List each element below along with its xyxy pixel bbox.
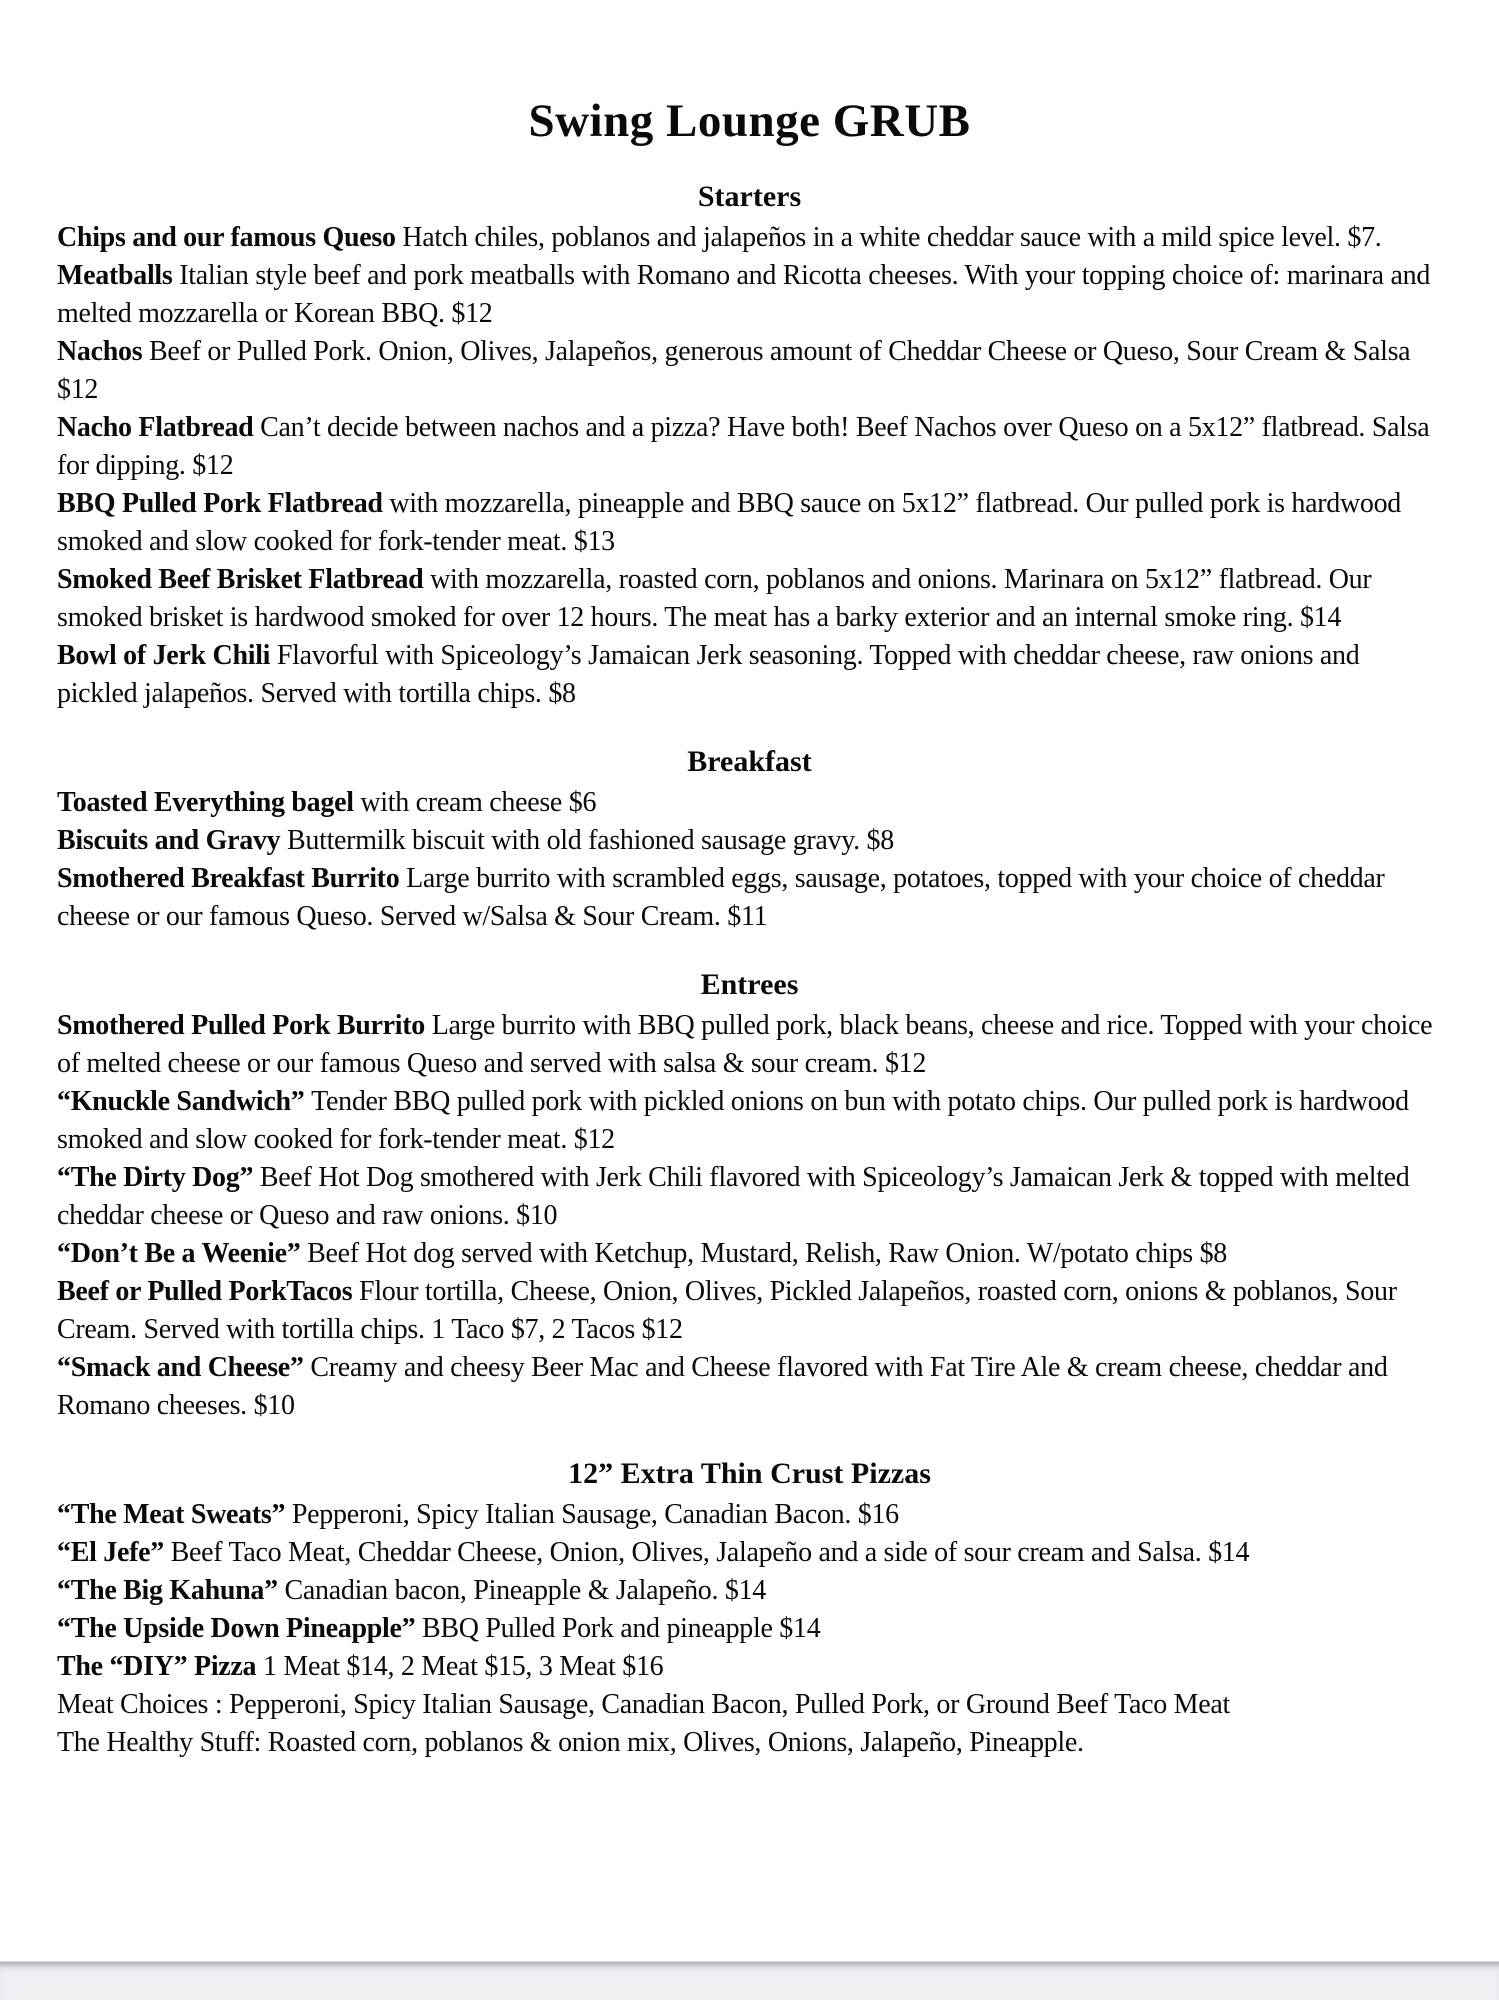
- item-name: Chips and our famous Queso: [57, 222, 403, 253]
- item-description: Pepperoni, Spicy Italian Sausage, Canadian Bacon. $16: [291, 1499, 899, 1530]
- item-name: Nacho Flatbread: [57, 412, 261, 443]
- section-items: [57, 784, 1442, 936]
- item-description: BBQ Pulled Pork and pineapple $14: [422, 1613, 821, 1644]
- item-description: Buttermilk biscuit with old fashioned sausage gravy. $8: [287, 825, 894, 856]
- menu-section: [57, 743, 1442, 936]
- item-name: Nachos: [57, 336, 150, 367]
- menu-item: [57, 333, 1442, 409]
- menu-item: [57, 1349, 1442, 1425]
- item-description: Beef Hot dog served with Ketchup, Mustard, Relish, Raw Onion. W/potato chips $8: [307, 1238, 1228, 1269]
- item-name: “The Dirty Dog”: [57, 1162, 260, 1193]
- item-name: Smoked Beef Brisket Flatbread: [57, 564, 431, 595]
- section-items: [57, 1007, 1442, 1425]
- section-heading: 12” Extra Thin Crust Pizzas: [568, 1457, 931, 1490]
- item-name: Smothered Breakfast Burrito: [57, 863, 407, 894]
- item-name: Beef or Pulled PorkTacos: [57, 1276, 360, 1307]
- item-name: The “DIY” Pizza: [57, 1651, 263, 1682]
- menu-section: [57, 178, 1442, 713]
- menu-item: [57, 1648, 1442, 1686]
- item-description: with mozzarella, roasted corn, poblanos and onions. Marinara on 5x12” flatbread. Our smoked brisket is hardwood smoked for over 12 hours. The meat has a barky exterior and an internal smoke ring. $14: [57, 564, 1372, 633]
- item-name: BBQ Pulled Pork Flatbread: [57, 488, 390, 519]
- item-description: Beef Taco Meat, Cheddar Cheese, Onion, Olives, Jalapeño and a side of sour cream and Salsa. $14: [170, 1537, 1250, 1568]
- menu-item: [57, 1007, 1442, 1083]
- item-name: “The Upside Down Pineapple”: [57, 1613, 422, 1644]
- menu-item: [57, 822, 1442, 860]
- menu-item: [57, 485, 1442, 561]
- item-name: Bowl of Jerk Chili: [57, 640, 277, 671]
- item-description: Can’t decide between nachos and a pizza? Have both! Beef Nachos over Queso on a 5x12” flatbread. Salsa for dipping. $12: [57, 412, 1430, 481]
- menu-section: [57, 966, 1442, 1425]
- item-name: “The Meat Sweats”: [57, 1499, 292, 1530]
- menu-title: Swing Lounge GRUB: [528, 95, 971, 147]
- menu-item: [57, 1534, 1442, 1572]
- menu-item: [57, 1686, 1442, 1724]
- item-name: Toasted Everything bagel: [57, 787, 361, 818]
- menu-item: [57, 1572, 1442, 1610]
- section-items: [57, 219, 1442, 713]
- item-name: Biscuits and Gravy: [57, 825, 288, 856]
- menu-item: [57, 637, 1442, 713]
- item-description: Large burrito with BBQ pulled pork, black beans, cheese and rice. Topped with your choice of melted cheese or our famous Queso and served with salsa & sour cream. $12: [57, 1010, 1433, 1079]
- item-description: Flour tortilla, Cheese, Onion, Olives, Pickled Jalapeños, roasted corn, onions & poblanos, Sour Cream. Served with tortilla chips. 1 Taco $7, 2 Tacos $12: [57, 1276, 1397, 1345]
- menu-item: [57, 1273, 1442, 1349]
- item-description: Flavorful with Spiceology’s Jamaican Jerk seasoning. Topped with cheddar cheese, raw onions and pickled jalapeños. Served with tortilla chips. $8: [57, 640, 1360, 709]
- item-description: Creamy and cheesy Beer Mac and Cheese flavored with Fat Tire Ale & cream cheese, cheddar and Romano cheeses. $10: [57, 1352, 1388, 1421]
- item-name: “Knuckle Sandwich”: [57, 1086, 312, 1117]
- item-description: Beef or Pulled Pork. Onion, Olives, Jalapeños, generous amount of Cheddar Cheese or Queso, Sour Cream & Salsa $12: [57, 336, 1411, 405]
- item-name: “The Big Kahuna”: [57, 1575, 285, 1606]
- item-name: Smothered Pulled Pork Burrito: [57, 1010, 432, 1041]
- section-heading: Breakfast: [687, 745, 812, 778]
- item-name: “Don’t Be a Weenie”: [57, 1238, 308, 1269]
- menu-item: [57, 561, 1442, 637]
- item-description: with mozzarella, pineapple and BBQ sauce on 5x12” flatbread. Our pulled pork is hardwood smoked and slow cooked for fork-tender meat. $13: [57, 488, 1401, 557]
- item-description: Large burrito with scrambled eggs, sausage, potatoes, topped with your choice of cheddar cheese or our famous Queso. Served w/Salsa & Sour Cream. $11: [57, 863, 1385, 932]
- menu-item: [57, 1083, 1442, 1159]
- item-description: Italian style beef and pork meatballs with Romano and Ricotta cheeses. With your topping choice of: marinara and melted mozzarella or Korean BBQ. $12: [57, 260, 1431, 329]
- item-description: Beef Hot Dog smothered with Jerk Chili flavored with Spiceology’s Jamaican Jerk & topped with melted cheddar cheese or Queso and raw onions. $10: [57, 1162, 1410, 1231]
- section-heading: Entrees: [700, 968, 799, 1001]
- item-description: Tender BBQ pulled pork with pickled onions on bun with potato chips. Our pulled pork is hardwood smoked and slow cooked for fork-tender meat. $12: [57, 1086, 1409, 1155]
- item-description: with cream cheese $6: [360, 787, 597, 818]
- item-description: Canadian bacon, Pineapple & Jalapeño. $14: [284, 1575, 766, 1606]
- menu-item: [57, 219, 1442, 257]
- menu-item: [57, 409, 1442, 485]
- item-description: The Healthy Stuff: Roasted corn, poblanos & onion mix, Olives, Onions, Jalapeño, Pineapple.: [57, 1727, 1084, 1758]
- menu-item: [57, 257, 1442, 333]
- viewer-background-strip: [0, 1961, 1499, 2000]
- section-heading: Starters: [697, 180, 802, 213]
- menu-item: [57, 860, 1442, 936]
- menu-item: [57, 1610, 1442, 1648]
- menu-section: [57, 1455, 1442, 1762]
- menu-item: [57, 1235, 1442, 1273]
- menu-item: [57, 1724, 1442, 1762]
- menu-item: [57, 1496, 1442, 1534]
- item-name: “El Jefe”: [57, 1537, 171, 1568]
- menu-item: [57, 1159, 1442, 1235]
- item-name: Meatballs: [57, 260, 180, 291]
- item-description: Meat Choices : Pepperoni, Spicy Italian Sausage, Canadian Bacon, Pulled Pork, or Ground Beef Taco Meat: [57, 1689, 1230, 1720]
- item-description: Hatch chiles, poblanos and jalapeños in a white cheddar sauce with a mild spice level. $7.: [402, 222, 1382, 253]
- menu-sections: [57, 178, 1442, 1762]
- menu-item: [57, 784, 1442, 822]
- item-description: 1 Meat $14, 2 Meat $15, 3 Meat $16: [262, 1651, 664, 1682]
- item-name: “Smack and Cheese”: [57, 1352, 311, 1383]
- section-items: [57, 1496, 1442, 1762]
